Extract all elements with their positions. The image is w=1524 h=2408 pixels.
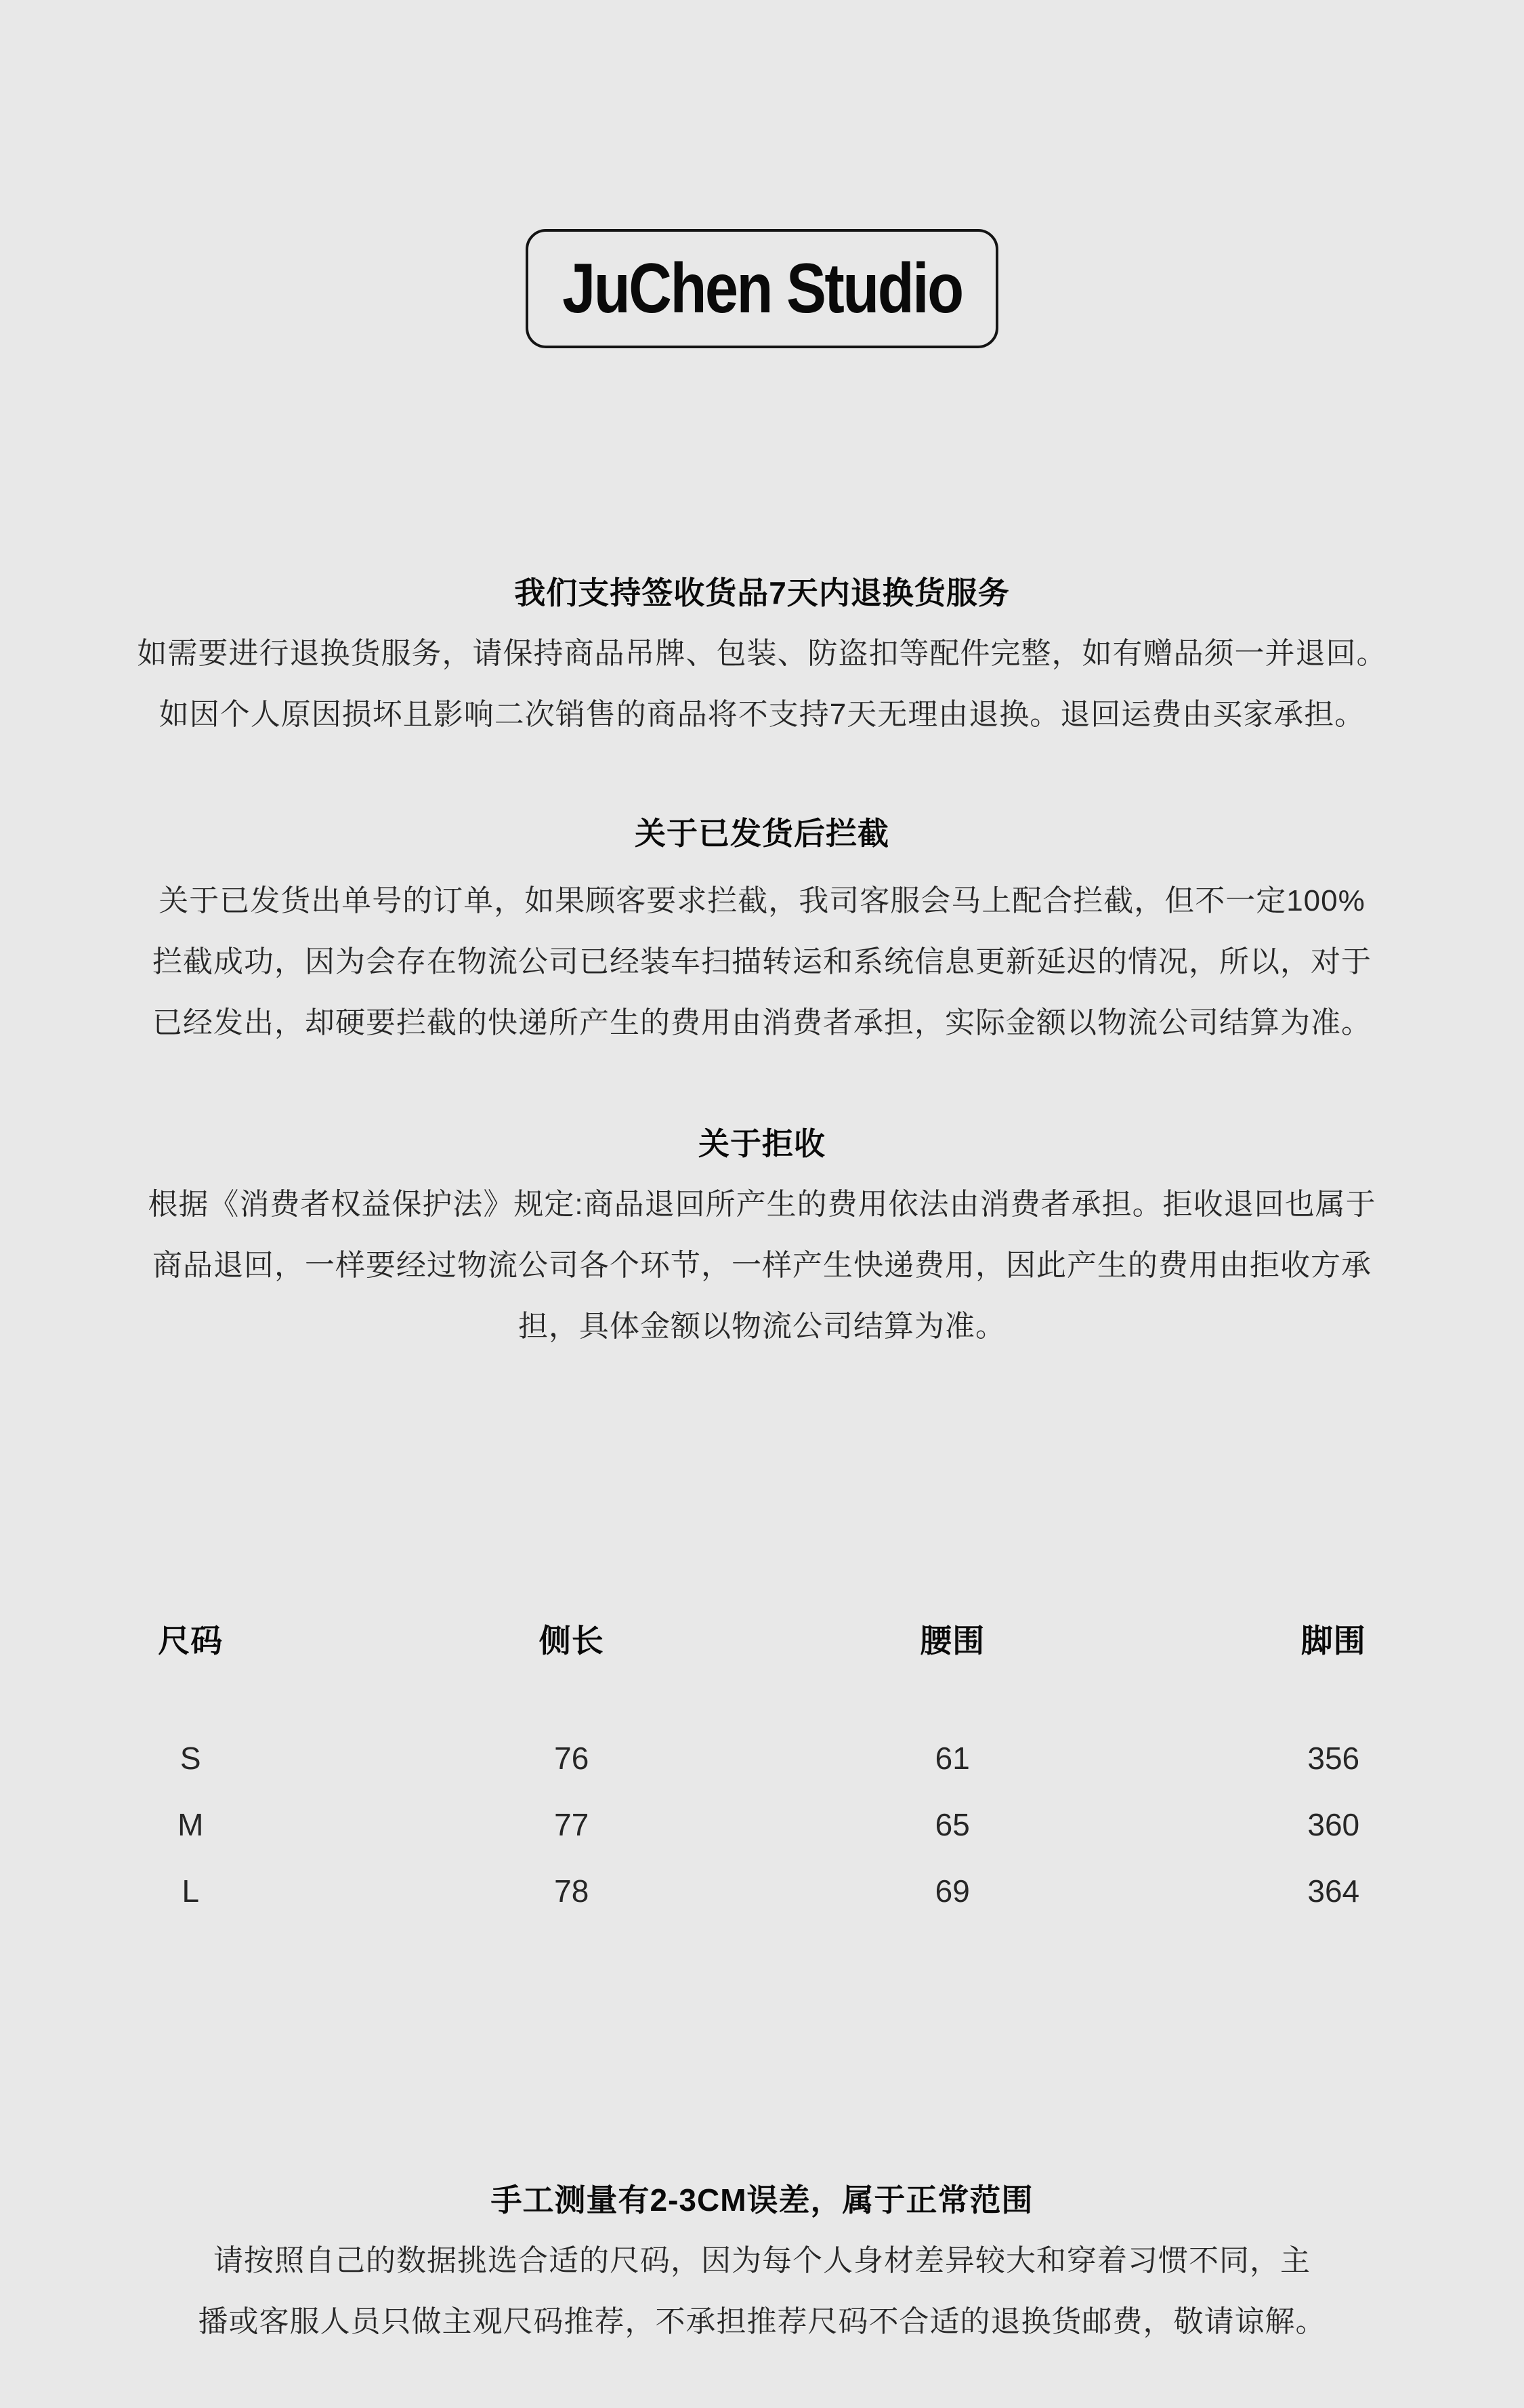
policy-text-line: 担，具体金额以物流公司结算为准。 (518, 1310, 1006, 1343)
size-table-row-s (0, 1728, 1524, 1789)
policy-text-line: 播或客服人员只做主观尺码推荐，不承担推荐尺码不合适的退换货邮费，敬请谅解。 (198, 2305, 1326, 2338)
size-table-header-size: 尺码 (158, 1623, 224, 1659)
size-table-row-m (0, 1794, 1524, 1855)
size-cell: M (177, 1807, 204, 1842)
size-table-header-waist: 腰围 (920, 1623, 986, 1659)
policy-text-line: 商品退回，一样要经过物流公司各个环节，一样产生快递费用，因此产生的费用由拒收方承 (152, 1249, 1372, 1282)
brand-logo-text: JuChen Studio (562, 249, 962, 328)
size-table (0, 1611, 1524, 1922)
section-heading-return-policy: 我们支持签收货品7天内退换货服务 (514, 575, 1010, 610)
size-cell: S (179, 1741, 201, 1776)
brand-logo-badge (526, 229, 998, 348)
policy-text-line: 如需要进行退换货服务，请保持商品吊牌、包装、防盗扣等配件完整，如有赠品须一并退回。 (137, 637, 1387, 670)
policy-text-line: 根据《消费者权益保护法》规定:商品退回所产生的费用依法由消费者承担。拒收退回也属于 (148, 1188, 1376, 1221)
size-table-header-row (0, 1611, 1524, 1672)
size-cell: L (182, 1873, 200, 1909)
size-table-header-leg-opening: 脚围 (1300, 1623, 1366, 1659)
section-heading-interception: 关于已发货后拦截 (635, 816, 889, 851)
value-cell: 360 (1307, 1807, 1360, 1842)
section-heading-refusal: 关于拒收 (698, 1126, 826, 1161)
policy-text-line: 已经发出，却硬要拦截的快递所产生的费用由消费者承担，实际金额以物流公司结算为准。 (152, 1006, 1372, 1039)
policy-text-line: 拦截成功，因为会存在物流公司已经装车扫描转运和系统信息更新延迟的情况，所以，对于 (152, 945, 1372, 978)
policy-text-line: 如因个人原因损坏且影响二次销售的商品将不支持7天无理由退换。退回运费由买家承担。 (158, 698, 1366, 731)
value-cell: 364 (1307, 1873, 1360, 1909)
size-table-header-side-length: 侧长 (538, 1623, 604, 1659)
value-cell: 65 (935, 1807, 970, 1842)
value-cell: 77 (554, 1807, 589, 1842)
value-cell: 61 (935, 1741, 970, 1776)
section-heading-measurement-note: 手工测量有2-3CM误差，属于正常范围 (490, 2182, 1034, 2218)
value-cell: 356 (1307, 1741, 1360, 1776)
value-cell: 78 (554, 1873, 589, 1909)
value-cell: 69 (935, 1873, 970, 1909)
policy-text-line: 关于已发货出单号的订单，如果顾客要求拦截，我司客服会马上配合拦截，但不一定100% (158, 884, 1366, 917)
size-table-row-l (0, 1861, 1524, 1922)
value-cell: 76 (554, 1741, 589, 1776)
policy-text-line: 请按照自己的数据挑选合适的尺码，因为每个人身材差异较大和穿着习惯不同，主 (213, 2244, 1311, 2277)
